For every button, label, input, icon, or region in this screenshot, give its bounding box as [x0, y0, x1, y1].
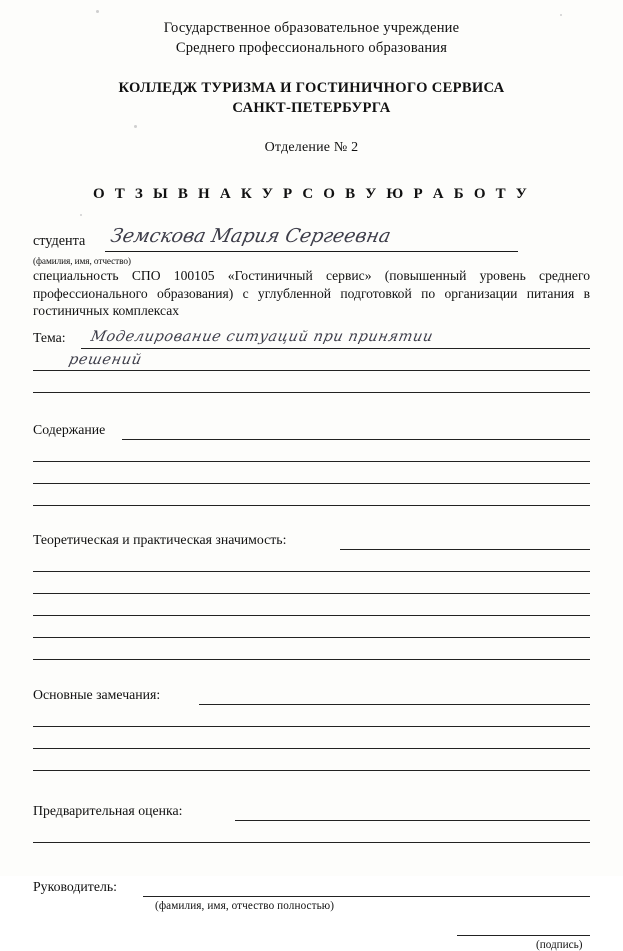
org-header-line-2: Среднего профессионального образования [175, 40, 448, 56]
supervisor-name-rule [143, 896, 590, 897]
theme-handwriting-line-1: Моделирование ситуаций при принятии [89, 328, 435, 345]
college-name-line-1: КОЛЛЕДЖ ТУРИЗМА И ГОСТИНИЧНОГО СЕРВИСА [118, 80, 505, 96]
significance-line-4 [33, 615, 590, 616]
remarks-line-2 [33, 726, 590, 727]
significance-line-2 [33, 571, 590, 572]
remarks-line-3 [33, 748, 590, 749]
content-line-4 [33, 505, 590, 506]
supervisor-name-note: (фамилия, имя, отчество полностью) [155, 899, 335, 912]
specialty-paragraph: специальность СПО 100105 «Гостиничный сервис» (повышенный уровень среднего профессионального образования) с углубленной подготовкой по организации питания в гостиничных комплексах [33, 268, 590, 318]
remarks-line-1 [199, 704, 590, 705]
department-label: Отделение № 2 [264, 140, 359, 155]
scan-speck [96, 10, 99, 13]
theme-handwriting-line-2: решений [67, 351, 144, 368]
theme-line-1 [81, 348, 590, 349]
document-body [33, 18, 590, 949]
preliminary-grade-section [33, 803, 590, 863]
remarks-line-4 [33, 770, 590, 771]
significance-line-5 [33, 637, 590, 638]
page-title: О Т З Ы В Н А К У Р С О В У Ю Р А Б О Т У [92, 186, 531, 202]
significance-section-label: Теоретическая и практическая значимость: [33, 531, 287, 547]
student-name-handwriting: Земскова Мария Сергеевна [108, 225, 393, 247]
signature-rule [457, 935, 590, 936]
significance-line-6 [33, 659, 590, 660]
theme-line-2 [33, 370, 590, 371]
theme-section [33, 328, 590, 408]
college-name-line-2: САНКТ-ПЕТЕРБУРГА [232, 100, 391, 116]
significance-section [33, 532, 590, 677]
student-name-note: (фамилия, имя, отчество) [33, 257, 131, 267]
supervisor-section [33, 879, 590, 949]
theme-line-3 [33, 392, 590, 393]
signature-note: (подпись) [536, 938, 583, 951]
content-section [33, 422, 590, 522]
remarks-section-label: Основные замечания: [33, 686, 161, 702]
org-header-line-1: Государственное образовательное учреждение [163, 20, 460, 36]
student-field-row [33, 225, 590, 267]
preliminary-grade-line-1 [235, 820, 590, 821]
significance-line-1 [340, 549, 590, 550]
student-label: студента [33, 233, 86, 249]
significance-line-3 [33, 593, 590, 594]
scan-speck [560, 14, 562, 16]
theme-label: Тема: [33, 329, 66, 345]
content-line-1 [122, 439, 590, 440]
student-name-rule [105, 251, 518, 252]
content-section-label: Содержание [33, 421, 106, 437]
preliminary-grade-label: Предварительная оценка: [33, 802, 183, 818]
supervisor-label: Руководитель: [33, 878, 117, 894]
preliminary-grade-line-2 [33, 842, 590, 843]
remarks-section [33, 687, 590, 789]
content-line-3 [33, 483, 590, 484]
content-line-2 [33, 461, 590, 462]
